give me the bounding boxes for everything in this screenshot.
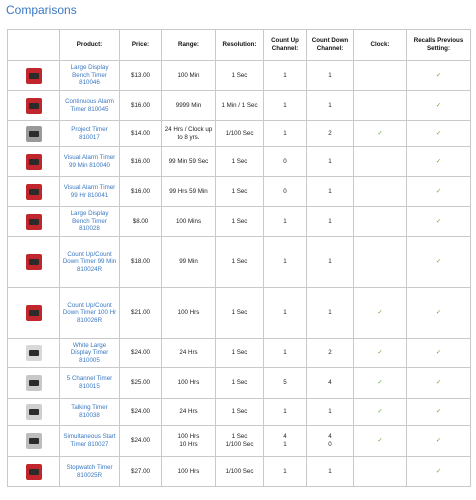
count-up-cell: 0 (264, 177, 307, 207)
white-display-timer-icon[interactable] (26, 345, 42, 361)
product-image-cell[interactable] (8, 399, 60, 426)
price-header: Price: (120, 30, 162, 61)
table-row (8, 339, 471, 368)
price-cell: $16.00 (120, 177, 162, 207)
recalls-check-icon: ✓ (407, 237, 471, 288)
price-cell: $25.00 (120, 368, 162, 399)
resolution-cell: 1 Sec (216, 288, 264, 339)
table-row (8, 288, 471, 339)
price-cell: $18.00 (120, 237, 162, 288)
product-link[interactable]: Stopwatch Timer 810025R (60, 457, 120, 487)
recalls-header: Recalls Previous Setting: (407, 30, 471, 61)
clock-header: Clock: (354, 30, 407, 61)
range-cell: 100 Hrs (162, 288, 216, 339)
price-cell: $14.00 (120, 121, 162, 147)
count-up-header: Count Up Channel: (264, 30, 307, 61)
timer-display-icon (29, 409, 39, 415)
product-link[interactable]: Count Up/Count Down Timer 100 Hr 810026R (60, 288, 120, 339)
product-link[interactable]: White Large Display Timer 810005 (60, 339, 120, 368)
range-cell: 99 Min (162, 237, 216, 288)
product-image-cell[interactable] (8, 368, 60, 399)
clock-check-icon: ✓ (354, 399, 407, 426)
range-cell: 100 Mins (162, 207, 216, 237)
clock-check-icon (354, 91, 407, 121)
red-alarm-timer-icon[interactable] (26, 98, 42, 114)
range-cell: 99 Hrs 59 Min (162, 177, 216, 207)
timer-display-icon (29, 310, 39, 316)
table-row (8, 61, 471, 91)
resolution-cell: 1 Sec (216, 339, 264, 368)
count-down-cell: 4 (307, 368, 354, 399)
table-row (8, 457, 471, 487)
product-image-cell[interactable] (8, 121, 60, 147)
price-cell: $27.00 (120, 457, 162, 487)
count-down-cell: 1 (307, 147, 354, 177)
count-down-cell: 1 (307, 457, 354, 487)
count-down-cell: 1 (307, 237, 354, 288)
resolution-cell: 1/100 Sec (216, 457, 264, 487)
table-row (8, 426, 471, 457)
count-up-cell: 1 (264, 399, 307, 426)
count-up-cell: 5 (264, 368, 307, 399)
product-header: Product: (60, 30, 120, 61)
five-channel-timer-icon[interactable] (26, 375, 42, 391)
product-image-cell[interactable] (8, 207, 60, 237)
recalls-check-icon: ✓ (407, 399, 471, 426)
table-row (8, 368, 471, 399)
count-up-cell: 1 (264, 121, 307, 147)
recalls-check-icon: ✓ (407, 121, 471, 147)
range-cell: 100 Hrs (162, 457, 216, 487)
clock-check-icon: ✓ (354, 339, 407, 368)
recalls-check-icon: ✓ (407, 61, 471, 91)
product-link[interactable]: Count Up/Count Down Timer 99 Min 810024R (60, 237, 120, 288)
product-link[interactable]: Large Display Bench Timer 810028 (60, 207, 120, 237)
clock-check-icon: ✓ (354, 121, 407, 147)
recalls-check-icon: ✓ (407, 288, 471, 339)
table-row (8, 399, 471, 426)
resolution-cell: 1 Sec (216, 207, 264, 237)
resolution-cell: 1 Min / 1 Sec (216, 91, 264, 121)
count-down-cell: 1 (307, 177, 354, 207)
product-link[interactable]: Large Display Bench Timer 810046 (60, 61, 120, 91)
product-image-cell[interactable] (8, 61, 60, 91)
red-stopwatch-timer-icon[interactable] (26, 464, 42, 480)
recalls-check-icon: ✓ (407, 426, 471, 457)
resolution-cell: 1 Sec (216, 399, 264, 426)
red-visual-alarm-icon[interactable] (26, 184, 42, 200)
count-up-cell: 1 (264, 237, 307, 288)
timer-display-icon (29, 219, 39, 225)
timer-display-icon (29, 73, 39, 79)
product-image-cell[interactable] (8, 339, 60, 368)
resolution-cell: 1 Sec (216, 237, 264, 288)
talking-timer-icon[interactable] (26, 404, 42, 420)
timer-display-icon (29, 350, 39, 356)
product-image-cell[interactable] (8, 288, 60, 339)
product-link[interactable]: Simultaneous Start Timer 810027 (60, 426, 120, 457)
count-up-cell: 4 1 (264, 426, 307, 457)
count-down-cell: 1 (307, 288, 354, 339)
product-image-cell[interactable] (8, 457, 60, 487)
count-down-cell: 2 (307, 121, 354, 147)
price-cell: $13.00 (120, 61, 162, 91)
count-down-cell: 1 (307, 91, 354, 121)
clock-check-icon (354, 237, 407, 288)
recalls-check-icon: ✓ (407, 91, 471, 121)
resolution-cell: 1/100 Sec (216, 121, 264, 147)
recalls-check-icon: ✓ (407, 368, 471, 399)
count-up-cell: 1 (264, 288, 307, 339)
product-image-cell[interactable] (8, 177, 60, 207)
product-link[interactable]: Visual Alarm Timer 99 Min 810040 (60, 147, 120, 177)
table-row (8, 207, 471, 237)
count-up-cell: 1 (264, 207, 307, 237)
price-cell: $21.00 (120, 288, 162, 339)
count-down-cell: 1 (307, 207, 354, 237)
table-row (8, 147, 471, 177)
recalls-check-icon: ✓ (407, 339, 471, 368)
product-link[interactable]: Talking Timer 810038 (60, 399, 120, 426)
red-visual-alarm-icon[interactable] (26, 154, 42, 170)
price-cell: $8.00 (120, 207, 162, 237)
dual-start-timer-icon[interactable] (26, 433, 42, 449)
range-header: Range: (162, 30, 216, 61)
table-row (8, 121, 471, 147)
clock-check-icon: ✓ (354, 368, 407, 399)
resolution-cell: 1 Sec (216, 177, 264, 207)
range-cell: 24 Hrs (162, 339, 216, 368)
count-up-cell: 1 (264, 339, 307, 368)
red-countdown-timer-icon[interactable] (26, 254, 42, 270)
clock-check-icon (354, 457, 407, 487)
timer-display-icon (29, 438, 39, 444)
product-image-cell[interactable] (8, 237, 60, 288)
product-link[interactable]: Project Timer 810017 (60, 121, 120, 147)
price-cell: $24.00 (120, 399, 162, 426)
product-link[interactable]: Continuous Alarm Timer 810045 (60, 91, 120, 121)
price-cell: $16.00 (120, 147, 162, 177)
page-title: Comparisons (6, 3, 77, 17)
range-cell: 100 Min (162, 61, 216, 91)
resolution-cell: 1 Sec (216, 61, 264, 91)
resolution-cell: 1 Sec 1/100 Sec (216, 426, 264, 457)
count-up-cell: 1 (264, 61, 307, 91)
table-row (8, 177, 471, 207)
product-link[interactable]: 5 Channel Timer 810015 (60, 368, 120, 399)
recalls-check-icon: ✓ (407, 147, 471, 177)
timer-display-icon (29, 380, 39, 386)
count-down-header: Count Down Channel: (307, 30, 354, 61)
clock-check-icon (354, 177, 407, 207)
timer-display-icon (29, 189, 39, 195)
resolution-header: Resolution: (216, 30, 264, 61)
price-cell: $24.00 (120, 426, 162, 457)
recalls-check-icon: ✓ (407, 457, 471, 487)
clock-check-icon (354, 61, 407, 91)
product-image-cell[interactable] (8, 426, 60, 457)
clock-check-icon (354, 207, 407, 237)
resolution-cell: 1 Sec (216, 147, 264, 177)
recalls-check-icon: ✓ (407, 177, 471, 207)
clock-check-icon (354, 147, 407, 177)
red-display-timer-icon[interactable] (26, 68, 42, 84)
red-countdown-timer-icon[interactable] (26, 305, 42, 321)
count-up-cell: 1 (264, 457, 307, 487)
silver-project-timer-icon[interactable] (26, 126, 42, 142)
range-cell: 99 Min 59 Sec (162, 147, 216, 177)
count-down-cell: 4 0 (307, 426, 354, 457)
resolution-cell: 1 Sec (216, 368, 264, 399)
timer-display-icon (29, 259, 39, 265)
count-up-cell: 1 (264, 91, 307, 121)
clock-check-icon: ✓ (354, 426, 407, 457)
timer-display-icon (29, 159, 39, 165)
range-cell: 24 Hrs (162, 399, 216, 426)
header-row (8, 30, 471, 61)
comparison-table (7, 29, 471, 487)
count-down-cell: 1 (307, 399, 354, 426)
timer-display-icon (29, 103, 39, 109)
product-image-cell[interactable] (8, 91, 60, 121)
price-cell: $24.00 (120, 339, 162, 368)
range-cell: 9999 Min (162, 91, 216, 121)
count-up-cell: 0 (264, 147, 307, 177)
range-cell: 100 Hrs (162, 368, 216, 399)
red-display-timer-icon[interactable] (26, 214, 42, 230)
range-cell: 100 Hrs 10 Hrs (162, 426, 216, 457)
timer-display-icon (29, 131, 39, 137)
image-header (8, 30, 60, 61)
table-row (8, 91, 471, 121)
table-row (8, 237, 471, 288)
range-cell: 24 Hrs / Clock up to 8 yrs. (162, 121, 216, 147)
price-cell: $16.00 (120, 91, 162, 121)
count-down-cell: 2 (307, 339, 354, 368)
product-link[interactable]: Visual Alarm Timer 99 Hr 810041 (60, 177, 120, 207)
clock-check-icon: ✓ (354, 288, 407, 339)
count-down-cell: 1 (307, 61, 354, 91)
recalls-check-icon: ✓ (407, 207, 471, 237)
timer-display-icon (29, 469, 39, 475)
product-image-cell[interactable] (8, 147, 60, 177)
